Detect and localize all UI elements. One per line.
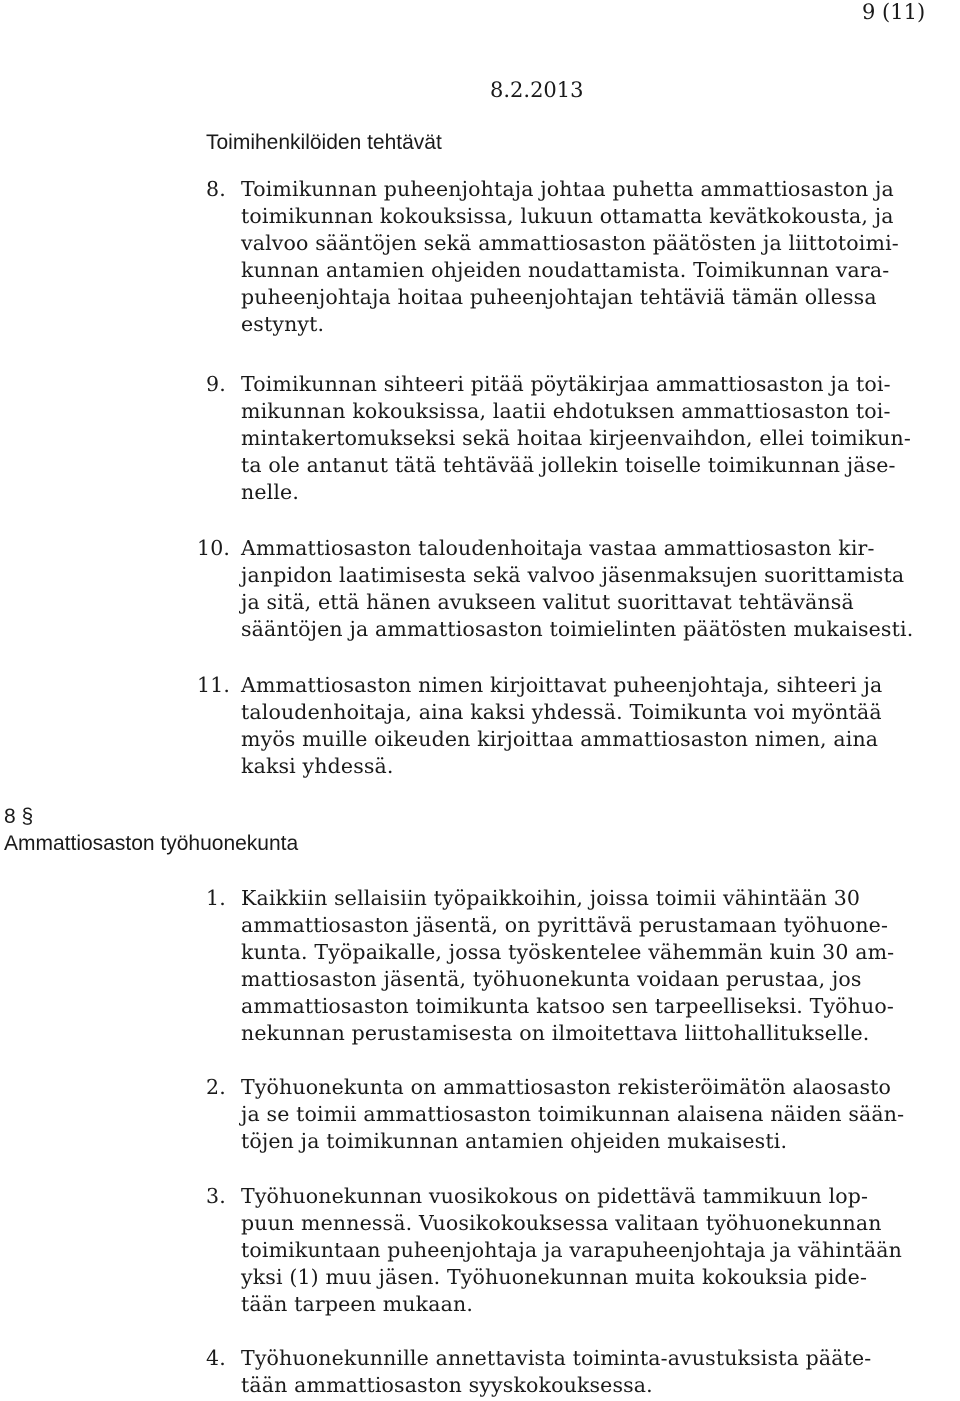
text-line: Työhuonekunnan vuosikokous on pidettävä tammikuun lop- [241,1184,869,1208]
text-line: mintakertomukseksi sekä hoitaa kirjeenvaihdon, ellei toimikun- [241,426,911,450]
text-line: tään ammattiosaston syyskokouksessa. [241,1373,653,1397]
item-number: 10. [197,536,231,560]
item-text [241,535,960,643]
item-number: 11. [197,673,231,697]
text-line: Toimikunnan sihteeri pitää pöytäkirjaa ammattiosaston ja toi- [241,372,891,396]
text-line: puun mennessä. Vuosikokouksessa valitaan työhuonekunnan [241,1211,882,1235]
text-line: puheenjohtaja hoitaa puheenjohtajan tehtäviä tämän ollessa [241,285,877,309]
text-line: kunta. Työpaikalle, jossa työskentelee vähemmän kuin 30 am- [241,940,895,964]
text-line: tään tarpeen mukaan. [241,1292,473,1316]
document-date: 8.2.2013 [490,78,584,102]
text-line: janpidon laatimisesta sekä valvoo jäsenmaksujen suorittamista [241,563,905,587]
section-number: 8 § [4,805,34,828]
section-title: Ammattiosaston työhuonekunta [4,832,299,855]
text-line: ammattiosaston jäsentä, on pyrittävä perustamaan työhuone- [241,913,889,937]
text-line: myös muille oikeuden kirjoittaa ammattiosaston nimen, aina [241,727,879,751]
text-line: toimikunnan kokouksissa, lukuun ottamatta kevätkokousta, ja [241,204,894,228]
text-line: taloudenhoitaja, aina kaksi yhdessä. Toimikunta voi myöntää [241,700,882,724]
item-text [241,176,960,338]
item-text [241,371,960,506]
text-line: kaksi yhdessä. [241,754,394,778]
text-line: Ammattiosaston taloudenhoitaja vastaa ammattiosaston kir- [241,536,875,560]
text-line: ja sitä, että hänen avukseen valitut suorittavat tehtävänsä [241,590,854,614]
text-line: valvoo sääntöjen sekä ammattiosaston päätösten ja liittotoimi- [241,231,899,255]
item-text [241,672,960,780]
text-line: töjen ja toimikunnan antamien ohjeiden mukaisesti. [241,1129,788,1153]
text-line: mattiosaston jäsentä, työhuonekunta voidaan perustaa, jos [241,967,862,991]
text-line: estynyt. [241,312,325,336]
text-line: Työhuonekunnille annettavista toiminta-avustuksista pääte- [241,1346,872,1370]
text-line: Työhuonekunta on ammattiosaston rekisteröimätön alaosasto [241,1075,891,1099]
item-number: 3. [206,1184,226,1208]
page-number: 9 (11) [862,0,926,24]
section-heading: Toimihenkilöiden tehtävät [206,131,442,154]
text-line: sääntöjen ja ammattiosaston toimielinten päätösten mukaisesti. [241,617,914,641]
item-text [241,1345,960,1399]
item-text [241,1074,960,1155]
text-line: Ammattiosaston nimen kirjoittavat puheenjohtaja, sihteeri ja [241,673,883,697]
text-line: Toimikunnan puheenjohtaja johtaa puhetta ammattiosaston ja [241,177,894,201]
text-line: ja se toimii ammattiosaston toimikunnan alaisena näiden sään- [241,1102,905,1126]
item-text [241,885,960,1047]
text-line: ta ole antanut tätä tehtävää jollekin toiselle toimikunnan jäse- [241,453,896,477]
text-line: kunnan antamien ohjeiden noudattamista. Toimikunnan vara- [241,258,890,282]
item-text [241,1183,960,1318]
item-number: 4. [206,1346,226,1370]
text-line: toimikuntaan puheenjohtaja ja varapuheenjohtaja ja vähintään [241,1238,902,1262]
text-line: nekunnan perustamisesta on ilmoitettava liittohallitukselle. [241,1021,870,1045]
item-number: 8. [206,177,226,201]
item-number: 1. [206,886,226,910]
text-line: mikunnan kokouksissa, laatii ehdotuksen ammattiosaston toi- [241,399,891,423]
text-line: Kaikkiin sellaisiin työpaikkoihin, joissa toimii vähintään 30 [241,886,861,910]
text-line: nelle. [241,480,299,504]
item-number: 2. [206,1075,226,1099]
item-number: 9. [206,372,226,396]
text-line: yksi (1) muu jäsen. Työhuonekunnan muita kokouksia pide- [241,1265,868,1289]
text-line: ammattiosaston toimikunta katsoo sen tarpeelliseksi. Työhuo- [241,994,894,1018]
